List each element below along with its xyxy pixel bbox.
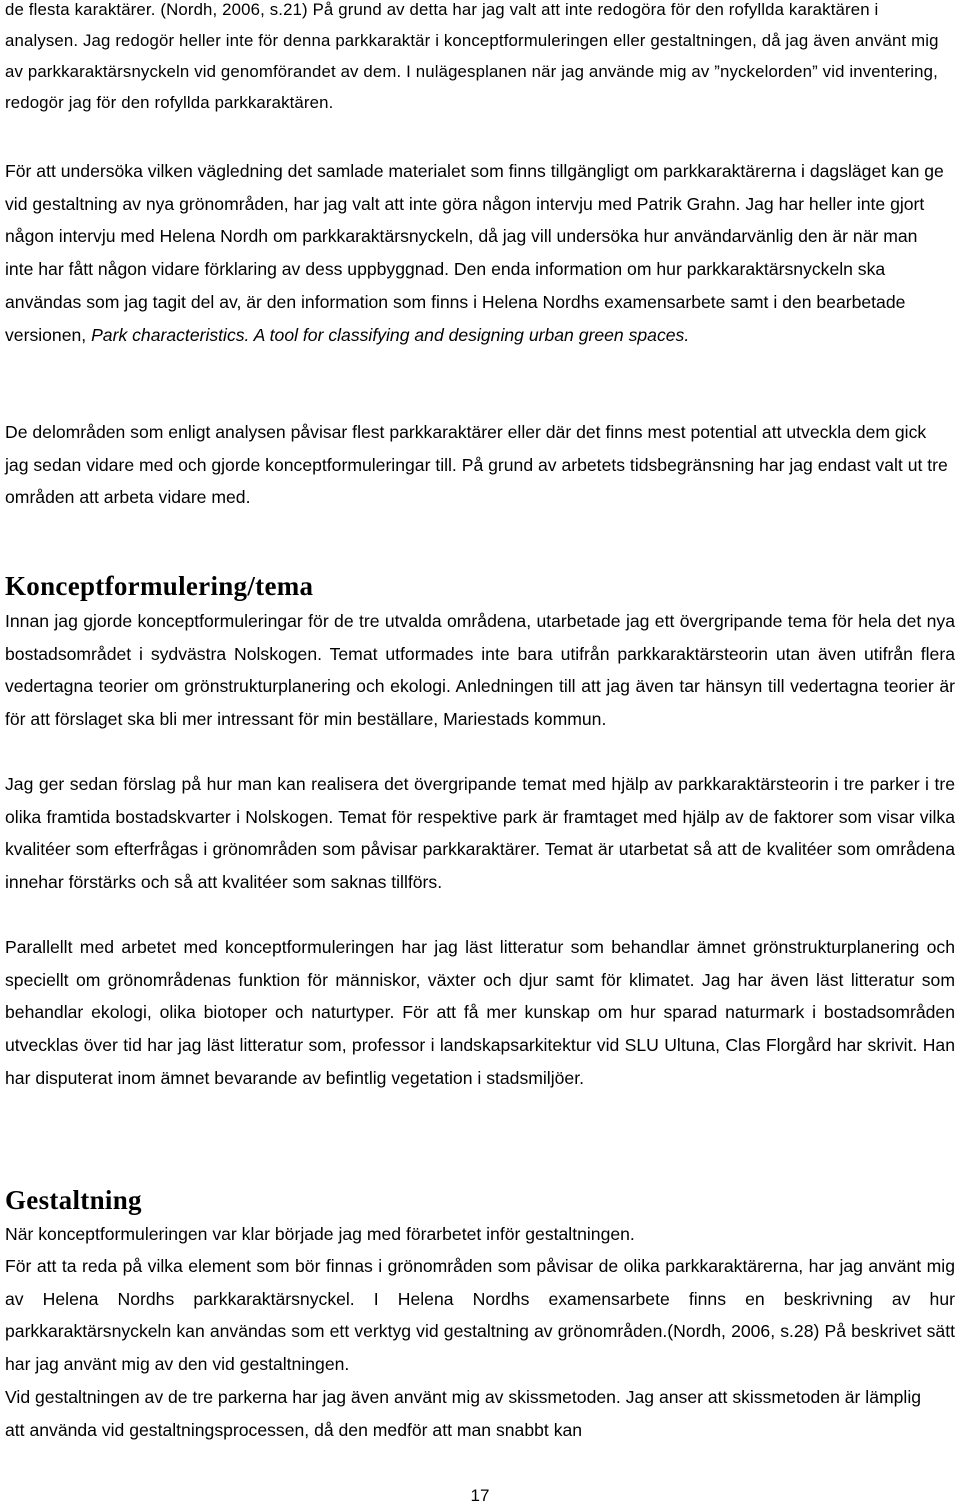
- concept-paragraph-3: [5, 931, 955, 1095]
- concept-paragraph-1: [5, 605, 955, 736]
- concept-text-1: Innan jag gjorde konceptformuleringar för de tre utvalda områdena, utarbetade jag ett övergripande tema för hela det nya bostadsområdet i sydvästra Nolskogen. Temat utformades inte bara utifrån parkkaraktärsteorin utan även utifrån flera vedertagna teorier om grönstrukturplanering och ekologi. Anledningen till att jag även tar hänsyn till vedertagna teorier är för att förslaget ska bli mer intressant för min beställare, Mariestads kommun.: [5, 611, 955, 730]
- page-number: 17: [470, 1486, 490, 1505]
- section-heading-konceptformulering: Konceptformulering/tema: [5, 571, 314, 601]
- selection-paragraph: [5, 416, 953, 514]
- concept-text-3: Parallellt med arbetet med konceptformuleringen har jag läst litteratur som behandlar ämnet grönstrukturplanering och speciellt om grönområdenas funktion för människor, växter och djur samt för klimatet. Jag har även läst litteratur som behandlar ekologi, olika biotoper och naturtyper. För att få mer kunskap om hur sparad naturmark i bostadsområden utvecklas över tid har jag läst litteratur som, professor i landskapsarkitektur vid SLU Ultuna, Clas Florgård har skrivit. Han har disputerat inom ämnet bevarande av befintlig vegetation i stadsmiljöer.: [5, 937, 955, 1088]
- concept-text-2: Jag ger sedan förslag på hur man kan realisera det övergripande temat med hjälp av parkkaraktärsteorin i tre parker i tre olika framtida bostadskvarter i Nolskogen. Temat för respektive park är framtaget med hjälp av de faktorer som visar vilka kvalitéer som efterfrågas i grönområden som påvisar parkkaraktärer. Temat är utarbetat så att de kvalitéer som områdena innehar förstärks och så att kvalitéer som saknas tillförs.: [5, 774, 955, 893]
- design-paragraph-1: [5, 1218, 955, 1251]
- design-text-1: När konceptformuleringen var klar började jag med förarbetet inför gestaltningen.: [5, 1224, 635, 1244]
- design-paragraph-3: [5, 1381, 945, 1446]
- intro-text: de flesta karaktärer. (Nordh, 2006, s.21) På grund av detta har jag valt att inte redogöra för den rofyllda karaktären i analysen. Jag redogör heller inte för denna parkkaraktär i konceptformuleringen eller gestaltningen, då jag även använt mig av parkkaraktärsnyckeln vid genomförandet av dem. I nulägesplanen när jag använde mig av ”nyckelorden” vid inventering, redogör jag för den rofyllda parkkaraktären.: [5, 0, 939, 112]
- concept-paragraph-2: [5, 768, 955, 899]
- design-text-3: Vid gestaltningen av de tre parkerna har jag även använt mig av skissmetoden. Jag anser att skissmetoden är lämplig att använda vid gestaltningsprocessen, då den medför att man snabbt kan: [5, 1387, 922, 1440]
- selection-text: De delområden som enligt analysen påvisar flest parkkaraktärer eller där det finns mest potential att utveckla dem gick jag sedan vidare med och gjorde konceptformuleringar till. På grund av arbetets tidsbegränsning har jag endast valt ut tre områden att arbeta vidare med.: [5, 422, 948, 508]
- design-paragraph-2: [5, 1250, 955, 1381]
- section-heading-gestaltning: Gestaltning: [5, 1185, 142, 1215]
- method-text: För att undersöka vilken vägledning det samlade materialet som finns tillgängligt om parkkaraktärerna i dagsläget kan ge vid gestaltning av nya grönområden, har jag valt att inte göra någon intervju med Patrik Grahn. Jag har heller inte gjort någon intervju med Helena Nordh om parkkaraktärsnyckeln, då jag vill undersöka hur användarvänlig den är när man inte har fått någon vidare förklaring av dess uppbyggnad. Den enda information om hur parkkaraktärsnyckeln ska användas som jag tagit del av, är den information som finns i Helena Nordhs examensarbete samt i den bearbetade versionen,: [5, 161, 944, 345]
- method-title-italic: Park characteristics. A tool for classifying and designing urban green spaces.: [91, 324, 690, 345]
- design-text-2: För att ta reda på vilka element som bör finnas i grönområden som påvisar de olika parkkaraktärerna, har jag använt mig av Helena Nordhs parkkaraktärsnyckel. I Helena Nordhs examensarbete finns en beskrivning av hur parkkaraktärsnyckeln kan användas som ett verktyg vid gestaltning av grönområden.(Nordh, 2006, s.28) På beskrivet sätt har jag använt mig av den vid gestaltningen.: [5, 1256, 955, 1375]
- intro-paragraph: [5, 0, 950, 118]
- method-paragraph: [5, 155, 950, 351]
